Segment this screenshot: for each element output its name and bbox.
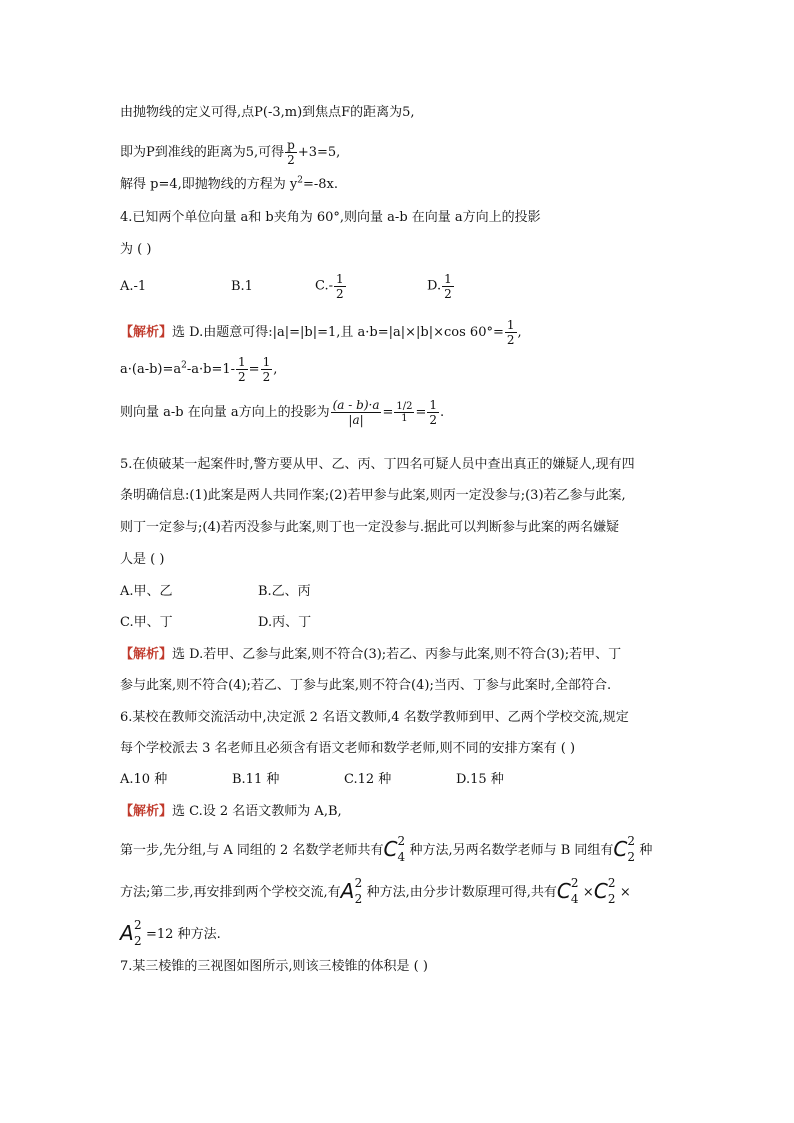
text: = bbox=[415, 405, 427, 420]
choice-a: A.10 种 bbox=[120, 772, 168, 787]
question-4-stem: 4.已知两个单位向量 a和 b夹角为 60°,则向量 a-b 在向量 a方向上的投影 bbox=[120, 210, 541, 225]
text: 种方法,另两名数学老师与 B 同组有 bbox=[409, 843, 614, 858]
subscript: 2 bbox=[134, 934, 142, 948]
fraction-p-over-2 bbox=[285, 138, 297, 167]
answer-6-line-1 bbox=[120, 803, 342, 821]
combination-c-4-2 bbox=[556, 876, 583, 906]
answer-6-line-4 bbox=[120, 918, 221, 948]
choice-d: D.丙、丁 bbox=[258, 615, 312, 630]
choice-c: C.甲、丁 bbox=[120, 615, 173, 630]
numerator: 1 bbox=[238, 355, 246, 369]
superscript: 2 bbox=[627, 834, 636, 848]
answer-6-line-3 bbox=[120, 876, 631, 906]
label: D. bbox=[427, 278, 442, 294]
combination-c-2-2 bbox=[593, 876, 620, 906]
text: 解得 p=4,即抛物线的方程为 y bbox=[120, 177, 298, 192]
fraction bbox=[427, 398, 439, 427]
label: C.- bbox=[315, 278, 334, 294]
superscript: 2 bbox=[181, 360, 187, 371]
subscript: 4 bbox=[397, 850, 406, 864]
text: 选 D.由题意可得:|a|=|b|=1,且 a·b=|a|×|b|×cos 60°= bbox=[172, 325, 504, 340]
text: , bbox=[273, 362, 278, 377]
choice-c: C.12 种 bbox=[344, 772, 392, 787]
answer-5-line-1 bbox=[120, 646, 621, 664]
answer-4-line-3 bbox=[120, 398, 444, 427]
denominator: |a| bbox=[331, 412, 382, 427]
denominator: 2 bbox=[444, 287, 452, 301]
symbol: C bbox=[593, 879, 608, 903]
question-5-line-2: 条明确信息:(1)此案是两人共同作案;(2)若甲参与此案,则丙一定没参与;(3)若乙参与此案, bbox=[120, 488, 626, 503]
symbol: A bbox=[340, 879, 355, 903]
fraction bbox=[442, 272, 454, 301]
answer-6-line-2 bbox=[120, 834, 653, 864]
text: = bbox=[248, 362, 260, 377]
numerator: 1 bbox=[336, 272, 344, 286]
text: -a·b=1- bbox=[186, 362, 236, 377]
choice-c bbox=[315, 272, 347, 301]
fraction bbox=[261, 355, 273, 384]
question-5-line-1: 5.在侦破某一起案件时,警方要从甲、乙、丙、丁四名可疑人员中查出真正的嫌疑人,现有四 bbox=[120, 457, 635, 472]
choice-b: B.乙、丙 bbox=[258, 584, 311, 599]
fraction bbox=[334, 272, 346, 301]
numerator: 1/2 bbox=[396, 401, 413, 412]
fraction bbox=[505, 318, 517, 347]
text: . bbox=[440, 405, 445, 420]
text: 方法;第二步,再安排到两个学校交流,有 bbox=[120, 885, 341, 900]
answer-4-line-1 bbox=[120, 318, 522, 347]
combination-c-4-2 bbox=[383, 834, 409, 864]
choice-d bbox=[427, 272, 455, 301]
numerator: 1 bbox=[429, 398, 438, 412]
superscript: 2 bbox=[354, 876, 363, 890]
arrangement-a-2-2 bbox=[340, 876, 367, 906]
solution-line-3 bbox=[120, 176, 338, 194]
arrangement-a-2-2 bbox=[120, 918, 146, 948]
choice-a: A.甲、乙 bbox=[120, 584, 173, 599]
text: × bbox=[582, 885, 594, 900]
numerator: (a - b)·a bbox=[332, 398, 380, 412]
numerator: 1 bbox=[506, 318, 515, 332]
choice-a: A.-1 bbox=[120, 279, 147, 294]
question-4-stem-cont: 为 ( ) bbox=[120, 242, 152, 257]
denominator: 2 bbox=[238, 370, 246, 384]
denominator: 1 bbox=[394, 412, 414, 424]
answer-5-line-2: 参与此案,则不符合(4);若乙、丁参与此案,则不符合(4);当丙、丁参与此案时,全部符合. bbox=[120, 678, 612, 693]
text: a·(a-b)=a bbox=[120, 362, 182, 377]
superscript: 2 bbox=[297, 175, 303, 186]
subscript: 2 bbox=[627, 850, 636, 864]
text: 选 C.设 2 名语文教师为 A,B, bbox=[172, 804, 342, 819]
denominator: 2 bbox=[262, 370, 271, 384]
question-6-line-1: 6.某校在教师交流活动中,决定派 2 名语文教师,4 名数学教师到甲、乙两个学校交流,规定 bbox=[120, 710, 629, 725]
denominator: 2 bbox=[429, 413, 438, 427]
numerator: 1 bbox=[262, 355, 271, 369]
text: =-8x. bbox=[302, 177, 338, 192]
choice-b: B.1 bbox=[231, 279, 253, 294]
question-5-line-4: 人是 ( ) bbox=[120, 552, 165, 567]
text: 种方法,由分步计数原理可得,共有 bbox=[366, 885, 557, 900]
analysis-tag: 【解析】 bbox=[120, 647, 173, 662]
combination-c-2-2 bbox=[613, 834, 639, 864]
denominator: 2 bbox=[506, 333, 515, 347]
text: , bbox=[517, 325, 522, 340]
symbol: C bbox=[556, 879, 571, 903]
denominator: 2 bbox=[336, 287, 344, 301]
question-5-line-3: 则丁一定参与;(4)若丙没参与此案,则丁也一定没参与.据此可以判断参与此案的两名嫌疑 bbox=[120, 520, 620, 535]
text: 种 bbox=[639, 843, 653, 858]
solution-line-1: 由抛物线的定义可得,点P(-3,m)到焦点F的距离为5, bbox=[120, 105, 415, 120]
symbol: C bbox=[613, 837, 628, 861]
choice-d: D.15 种 bbox=[456, 772, 504, 787]
superscript: 2 bbox=[570, 876, 579, 890]
subscript: 4 bbox=[570, 892, 579, 906]
analysis-tag: 【解析】 bbox=[120, 804, 173, 819]
denominator: 2 bbox=[285, 152, 297, 167]
analysis-tag: 【解析】 bbox=[120, 325, 173, 340]
subscript: 2 bbox=[354, 892, 363, 906]
text: +3=5, bbox=[297, 145, 341, 160]
text: 第一步,先分组,与 A 同组的 2 名数学老师共有 bbox=[120, 843, 384, 858]
fraction bbox=[236, 355, 248, 384]
solution-line-2 bbox=[120, 138, 340, 167]
text: × bbox=[619, 885, 631, 900]
superscript: 2 bbox=[607, 876, 616, 890]
subscript: 2 bbox=[607, 892, 616, 906]
numerator: p bbox=[287, 138, 295, 152]
superscript: 2 bbox=[134, 918, 142, 932]
text: 即为P到准线的距离为5,可得 bbox=[120, 145, 285, 160]
answer-4-line-2 bbox=[120, 355, 277, 384]
text: =12 种方法. bbox=[146, 927, 221, 942]
choice-b: B.11 种 bbox=[232, 772, 280, 787]
symbol: C bbox=[383, 837, 398, 861]
superscript: 2 bbox=[397, 834, 406, 848]
question-6-line-2: 每个学校派去 3 名老师且必须含有语文老师和数学老师,则不同的安排方案有 ( ) bbox=[120, 741, 576, 756]
fraction-projection bbox=[331, 398, 382, 427]
text: 选 D.若甲、乙参与此案,则不符合(3);若乙、丙参与此案,则不符合(3);若甲、丁 bbox=[172, 647, 622, 662]
text: = bbox=[382, 405, 394, 420]
question-7-stem: 7.某三棱锥的三视图如图所示,则该三棱锥的体积是 ( ) bbox=[120, 959, 428, 974]
text: 则向量 a-b 在向量 a方向上的投影为 bbox=[120, 405, 330, 420]
numerator: 1 bbox=[444, 272, 452, 286]
fraction-nested bbox=[394, 401, 414, 424]
symbol: A bbox=[120, 921, 134, 945]
